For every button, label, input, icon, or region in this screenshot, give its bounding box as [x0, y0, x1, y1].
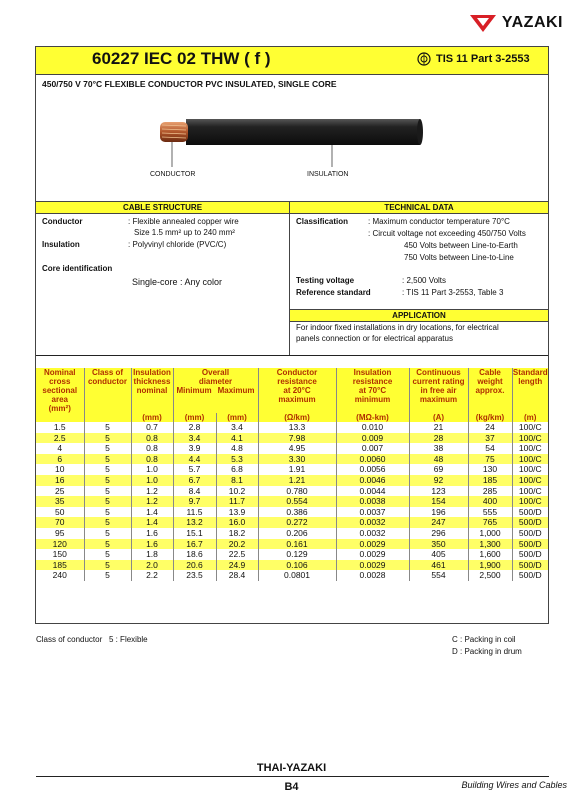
table-cell: 28.4 [216, 570, 258, 581]
table-header-cell [258, 368, 336, 413]
table-cell: 2.5 [36, 433, 84, 444]
table-cell: 500/D [512, 507, 548, 518]
table-cell: 22.5 [216, 549, 258, 560]
table-cell: 0.0028 [336, 570, 409, 581]
unit-cell: (mm) [173, 413, 216, 422]
footer-rule [36, 776, 549, 777]
table-cell: 10.2 [216, 486, 258, 497]
technical-data-heading: TECHNICAL DATA [290, 201, 548, 214]
standard-text: TIS 11 Part 3-2553 [436, 53, 530, 65]
classification-label: Classification [296, 217, 349, 226]
table-cell: 11.5 [173, 507, 216, 518]
table-cell: 9.7 [173, 496, 216, 507]
table-cell: 5 [84, 549, 131, 560]
class-note [36, 635, 148, 644]
table-cell: 0.0056 [336, 464, 409, 475]
header-line: length [518, 377, 543, 386]
header-line: diameter [198, 377, 233, 386]
table-cell: 37 [468, 433, 512, 444]
header-line: maximum [419, 395, 458, 404]
class-note-label: Class of conductor [36, 635, 103, 644]
diameter-subheaders [174, 386, 258, 395]
table-row [36, 475, 548, 486]
unit-cell [84, 413, 131, 422]
table-cell: 0.0029 [336, 549, 409, 560]
table-cell: 100/C [512, 433, 548, 444]
table-cell: 1.91 [258, 464, 336, 475]
table-cell: 25 [55, 485, 65, 496]
yazaki-logo-icon [470, 13, 496, 33]
reference-standard-label: Reference standard [296, 288, 371, 297]
table-cell: 0.8 [131, 443, 173, 454]
table-cell: 7.98 [258, 433, 336, 444]
table-cell: 5 [84, 422, 131, 433]
table-header-cell [131, 368, 173, 413]
table-cell: 15.1 [173, 528, 216, 539]
header-line: Insulation [133, 368, 171, 377]
table-cell: 23.5 [173, 570, 216, 581]
core-id-value: Single-core : Any color [132, 277, 223, 287]
footer-company: THAI-YAZAKI [256, 762, 327, 774]
table-row [36, 464, 548, 475]
table-cell: 21 [409, 422, 468, 433]
table-cell: 554 [409, 570, 468, 581]
table-cell: 2.2 [131, 570, 173, 581]
table-cell: 0.0032 [336, 528, 409, 539]
table-row [36, 570, 548, 581]
table-cell: 5.3 [216, 454, 258, 465]
table-cell: 185 [36, 560, 84, 571]
table-cell: 154 [409, 496, 468, 507]
table-cell: 35 [36, 496, 84, 507]
table-cell: 400 [468, 496, 512, 507]
header-line: Standard [512, 368, 548, 377]
table-cell: 5 [84, 496, 131, 507]
table-cell: 24.9 [216, 560, 258, 571]
table-row [36, 507, 548, 518]
table-cell: 0.129 [258, 549, 336, 560]
table-cell: 4 [57, 443, 63, 454]
table-cell: 1.4 [131, 517, 173, 528]
max-subheader: Maximum [217, 386, 255, 395]
header-line: Overall [201, 368, 230, 377]
unit-cell: (mm) [131, 413, 173, 422]
table-cell: 0.8 [131, 433, 173, 444]
table-cell: 3.4 [216, 422, 258, 433]
header-line: (mm²) [48, 404, 71, 413]
table-cell: 5 [84, 507, 131, 518]
table-cell: 20.6 [173, 560, 216, 571]
table-header-cell [84, 368, 131, 413]
table-row [36, 496, 548, 507]
table-cell: 0.554 [258, 496, 336, 507]
unit-cell: (kg/km) [468, 413, 512, 422]
application-line-2: panels connection or for electrical apparatus [296, 334, 453, 343]
table-cell: 11.7 [216, 496, 258, 507]
table-cell: 0.009 [336, 433, 409, 444]
class-note-value: 5 : Flexible [108, 635, 148, 644]
table-cell: 247 [409, 517, 468, 528]
table-cell: 0.206 [258, 528, 336, 539]
table-header-cell [173, 368, 258, 413]
table-cell: 1.21 [258, 475, 336, 486]
table-cell: 185 [468, 475, 512, 486]
unit-cell [36, 413, 84, 422]
classification-line-4: 750 Volts between Line-to-Line [404, 253, 514, 262]
table-cell: 20.2 [216, 539, 258, 550]
table-cell: 405 [409, 549, 468, 560]
table-row [36, 517, 548, 528]
specifications-table-body [36, 368, 548, 581]
table-cell: 16.7 [173, 539, 216, 550]
header-line: resistance [352, 377, 393, 386]
min-subheader: Minimum [176, 386, 212, 395]
table-cell: 500/D [512, 549, 548, 560]
table-cell: 5 [84, 570, 131, 581]
brand-name: YAZAKI [501, 14, 563, 31]
table-cell: 100/C [512, 443, 548, 454]
cable-diagram [36, 95, 548, 195]
table-cell: 3.30 [258, 454, 336, 465]
table-row [36, 433, 548, 444]
header-line: minimum [354, 395, 391, 404]
classification-line-2: : Circuit voltage not exceeding 450/750 Volts [368, 229, 526, 238]
table-cell: 6.8 [216, 464, 258, 475]
table-row [36, 443, 548, 454]
table-cell: 296 [409, 528, 468, 539]
table-cell: 765 [468, 517, 512, 528]
table-cell: 4.4 [173, 454, 216, 465]
table-cell: 5.7 [173, 464, 216, 475]
table-cell: 100/C [512, 486, 548, 497]
header-line: Continuous [416, 368, 461, 377]
table-cell: 28 [409, 433, 468, 444]
core-id-label: Core identification [42, 264, 113, 273]
header-line: Nominal [43, 368, 76, 377]
table-row [36, 486, 548, 497]
table-cell: 123 [409, 486, 468, 497]
product-subtitle: 450/750 V 70°C FLEXIBLE CONDUCTOR PVC INSULATED, SINGLE CORE [42, 79, 337, 89]
table-cell: 1.5 [53, 422, 66, 432]
table-cell: 69 [409, 464, 468, 475]
table-cell: 500/D [512, 560, 548, 571]
header-line: nominal [136, 386, 168, 395]
table-cell: 285 [468, 486, 512, 497]
table-cell: 0.0046 [336, 475, 409, 486]
table-cell: 5 [84, 560, 131, 571]
table-cell: 4.95 [258, 443, 336, 454]
table-cell: 0.272 [258, 517, 336, 528]
conductor-label: CONDUCTOR [150, 171, 196, 178]
table-row [36, 454, 548, 465]
table-header-cell [468, 368, 512, 413]
table-cell: 0.8 [131, 454, 173, 465]
table-cell: 555 [468, 507, 512, 518]
header-line: at 20°C [283, 386, 311, 395]
insulation-label: INSULATION [307, 171, 349, 178]
table-cell: 1.4 [131, 507, 173, 518]
table-cell: 120 [36, 539, 84, 550]
table-cell: 500/D [512, 570, 548, 581]
table-cell: 0.0060 [336, 454, 409, 465]
table-cell: 1.8 [131, 549, 173, 560]
table-cell: 75 [468, 454, 512, 465]
table-cell: 16 [36, 475, 84, 486]
conductor-field-label: Conductor [42, 217, 83, 226]
table-cell: 130 [468, 464, 512, 475]
table-cell: 5 [84, 539, 131, 550]
section-divider [289, 201, 290, 355]
unit-cell: (A) [409, 413, 468, 422]
table-cell: 0.0029 [336, 539, 409, 550]
brand-logo [470, 10, 563, 36]
application-line-1: For indoor fixed installations in dry locations, for electrical [296, 323, 499, 332]
table-cell: 0.007 [336, 443, 409, 454]
table-cell: 0.780 [258, 486, 336, 497]
table-row [36, 528, 548, 539]
table-cell: 100/C [512, 454, 548, 465]
classification-line-1: : Maximum conductor temperature 70°C [368, 217, 510, 226]
table-cell: 1.2 [131, 486, 173, 497]
table-cell: 5 [84, 433, 131, 444]
product-title: 60227 IEC 02 THW ( f ) [92, 49, 271, 68]
insulation-field-value: : Polyvinyl chloride (PVC/C) [128, 240, 227, 249]
table-cell: 0.0032 [336, 517, 409, 528]
unit-cell: (Ω/km) [258, 413, 336, 422]
table-cell: 54 [468, 443, 512, 454]
table-header-cell [512, 368, 548, 413]
table-row [36, 539, 548, 550]
table-cell: 13.3 [258, 422, 336, 433]
table-cell: 18.6 [173, 549, 216, 560]
table-cell: 1.2 [131, 496, 173, 507]
table-cell: 1.6 [131, 539, 173, 550]
header-line: at 70°C [358, 386, 387, 395]
section-bottom-rule [36, 355, 548, 356]
insulation-sheath [186, 119, 423, 145]
table-cell: 8.1 [216, 475, 258, 486]
table-cell: 0.010 [336, 422, 409, 433]
table-cell: 5 [84, 486, 131, 497]
table-cell: 6 [36, 454, 84, 465]
table-cell: 461 [409, 560, 468, 571]
table-cell: 0.161 [258, 539, 336, 550]
table-cell: 18.2 [216, 528, 258, 539]
table-cell: 95 [55, 527, 65, 538]
table-cell: 100/C [512, 496, 548, 507]
standard-badge [417, 52, 530, 66]
packing-coil-note: C : Packing in coil [452, 635, 516, 644]
table-cell: 0.0801 [258, 570, 336, 581]
table-header-cell [336, 368, 409, 413]
table-cell: 1.6 [131, 528, 173, 539]
testing-voltage-value: : 2,500 Volts [402, 276, 447, 285]
table-cell: 1,600 [468, 549, 512, 560]
header-line: thickness [133, 377, 171, 386]
table-row [36, 549, 548, 560]
table-cell: 48 [409, 454, 468, 465]
insulation-field-label: Insulation [42, 240, 80, 249]
table-cell: 5 [84, 517, 131, 528]
table-header-cell [36, 368, 84, 413]
header-line: Conductor [276, 368, 318, 377]
table-cell: 5 [84, 443, 131, 454]
header-line: weight [477, 377, 503, 386]
table-cell: 0.0037 [336, 507, 409, 518]
header-line: Insulation [353, 368, 392, 377]
table-cell: 8.4 [173, 486, 216, 497]
cable-structure-heading: CABLE STRUCTURE [36, 201, 289, 214]
table-cell: 0.386 [258, 507, 336, 518]
table-cell: 24 [468, 422, 512, 433]
header-line: approx. [475, 386, 505, 395]
table-cell: 70 [36, 517, 84, 528]
table-cell: 2.0 [131, 560, 173, 571]
table-cell: 1,300 [468, 539, 512, 550]
table-cell: 500/D [512, 528, 548, 539]
table-cell: 13.9 [216, 507, 258, 518]
packing-drum-note: D : Packing in drum [452, 647, 522, 656]
classification-line-3: 450 Volts between Line-to-Earth [404, 241, 518, 250]
table-cell: 92 [409, 475, 468, 486]
header-line: Class of [91, 368, 124, 377]
table-cell: 150 [52, 549, 67, 560]
table-cell: 6.7 [173, 475, 216, 486]
table-cell: 500/D [512, 517, 548, 528]
table-cell: 0.0038 [336, 496, 409, 507]
table-cell: 10 [55, 464, 65, 475]
specifications-table [36, 368, 548, 581]
copper-conductor [160, 122, 188, 142]
header-line: conductor [87, 377, 128, 386]
table-cell: 240 [52, 570, 67, 581]
table-cell: 4.8 [216, 443, 258, 454]
footer-category: Building Wires and Cables [461, 780, 567, 790]
header-line: Cable [479, 368, 501, 377]
table-cell: 0.7 [131, 422, 173, 433]
table-cell: 2,500 [468, 570, 512, 581]
header-line: cross [49, 377, 71, 386]
header-line: area [51, 395, 68, 404]
header-line: sectional [42, 386, 78, 395]
unit-cell: (MΩ-km) [336, 413, 409, 422]
table-cell: 5 [84, 454, 131, 465]
table-cell: 0.106 [258, 560, 336, 571]
testing-voltage-label: Testing voltage [296, 276, 355, 285]
table-header-cell [409, 368, 468, 413]
table-cell: 5 [84, 475, 131, 486]
table-cell: 2.8 [173, 422, 216, 433]
table-cell: 5 [84, 528, 131, 539]
table-cell: 1,000 [468, 528, 512, 539]
table-cell: 1.0 [131, 464, 173, 475]
header-line: maximum [278, 395, 316, 404]
table-units-row [36, 413, 548, 422]
table-cell: 196 [409, 507, 468, 518]
application-heading: APPLICATION [290, 309, 548, 322]
unit-cell: (m) [512, 413, 548, 422]
table-cell: 16.0 [216, 517, 258, 528]
table-cell: 350 [409, 539, 468, 550]
table-cell: 3.9 [173, 443, 216, 454]
conductor-size-range: Size 1.5 mm² up to 240 mm² [134, 228, 235, 237]
table-cell: 100/C [512, 475, 548, 486]
page-number: B4 [284, 781, 299, 793]
table-cell: 3.4 [173, 433, 216, 444]
table-cell: 38 [409, 443, 468, 454]
table-cell: 0.0029 [336, 560, 409, 571]
table-cell: 1,900 [468, 560, 512, 571]
reference-standard-value: : TIS 11 Part 3-2553, Table 3 [402, 288, 504, 297]
tis-mark-icon [417, 52, 431, 66]
table-cell: 13.2 [173, 517, 216, 528]
table-cell: 4.1 [216, 433, 258, 444]
table-cell: 5 [84, 464, 131, 475]
table-cell: 100/C [512, 464, 548, 475]
unit-cell: (mm) [216, 413, 258, 422]
table-cell: 500/D [512, 539, 548, 550]
header-line: in free air [420, 386, 457, 395]
header-line: resistance [277, 377, 317, 386]
table-cell: 100/C [512, 422, 548, 433]
table-cell: 1.0 [131, 475, 173, 486]
table-row [36, 560, 548, 571]
table-row [36, 422, 548, 433]
table-cell: 50 [55, 506, 65, 517]
conductor-field-value: : Flexible annealed copper wire [128, 217, 239, 226]
table-cell: 0.0044 [336, 486, 409, 497]
table-header-row [36, 368, 548, 413]
header-line: current rating [412, 377, 465, 386]
